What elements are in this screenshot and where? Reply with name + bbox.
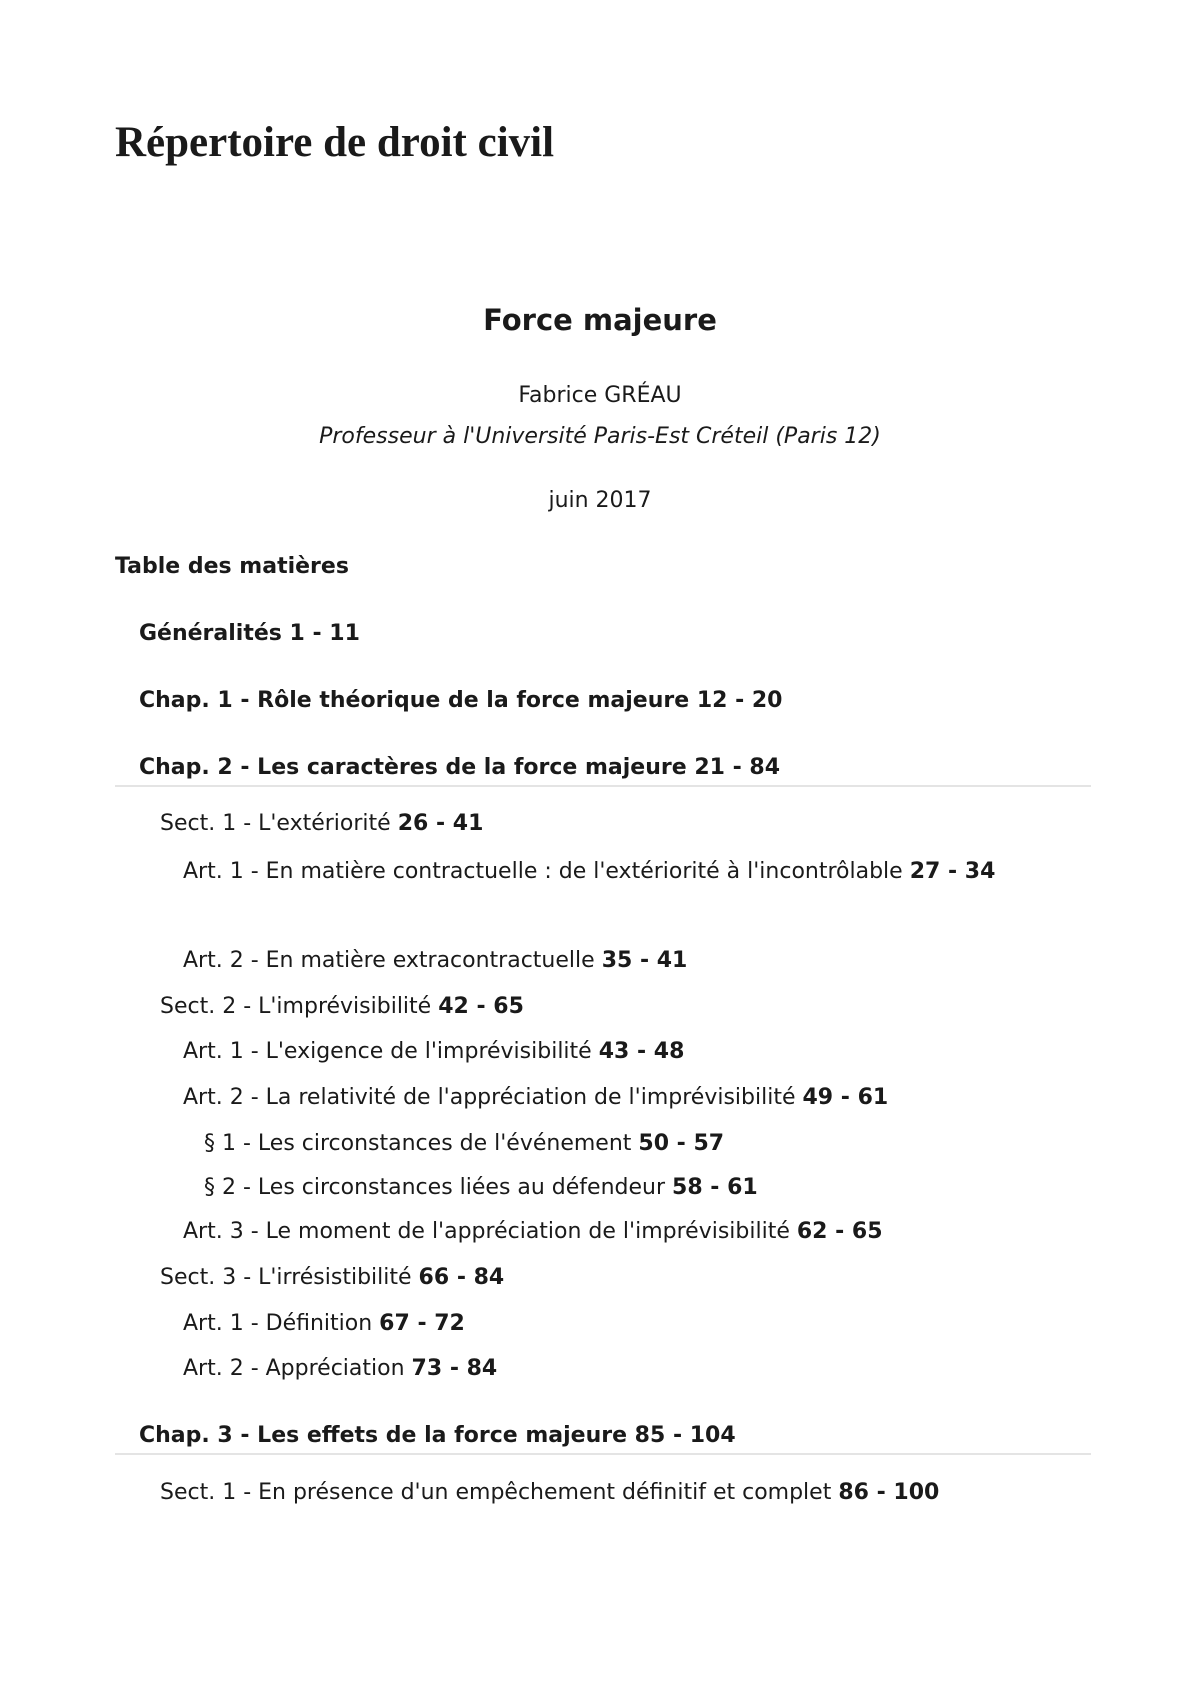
toc-entry-label: Chap. 2 - Les caractères de la force majeure (139, 755, 687, 780)
toc-entry-range: 49 - 61 (802, 1085, 889, 1110)
toc-entry-range: 73 - 84 (411, 1356, 498, 1381)
toc-entry-chap2-sect1-art1[interactable] (183, 850, 1105, 894)
toc-entry-chap2-sect2-art2[interactable] (183, 1083, 888, 1113)
toc-entry-range: 66 - 84 (418, 1265, 505, 1290)
toc-entry-chap2-sect1-art2[interactable] (183, 946, 687, 976)
toc-entry-label: Art. 3 - Le moment de l'appréciation de l'imprévisibilité (183, 1219, 790, 1244)
author-role: Professeur à l'Université Paris-Est Créteil (Paris 12) (319, 424, 881, 449)
toc-entry-chap2-sect2-art2-par2[interactable] (204, 1173, 758, 1203)
toc-entry-label: Art. 1 - Définition (183, 1311, 373, 1336)
toc-entry-chap2-sect3-art1[interactable] (183, 1309, 465, 1339)
chapter-divider (115, 1453, 1091, 1455)
author-name: Fabrice GRÉAU (518, 383, 682, 408)
toc-entry-label: Sect. 3 - L'irrésistibilité (160, 1265, 412, 1290)
chapter-divider (115, 785, 1091, 787)
toc-entry-range: 35 - 41 (601, 948, 688, 973)
toc-entry-range: 58 - 61 (672, 1175, 758, 1200)
toc-entry-range: 67 - 72 (379, 1311, 465, 1336)
toc-entry-chap2-sect2[interactable] (160, 992, 524, 1022)
toc-entry-label: Art. 1 - L'exigence de l'imprévisibilité (183, 1039, 592, 1064)
toc-entry-chap2-sect3[interactable] (160, 1263, 504, 1293)
toc-entry-chap2-sect2-art3[interactable] (183, 1217, 883, 1247)
toc-entry-chap2-sect3-art2[interactable] (183, 1354, 497, 1384)
toc-entry-generalites[interactable] (139, 619, 360, 649)
toc-entry-range: 21 - 84 (694, 755, 781, 780)
toc-entry-range: 86 - 100 (838, 1480, 940, 1505)
toc-entry-label: Sect. 2 - L'imprévisibilité (160, 994, 432, 1019)
toc-entry-chap3-sect1[interactable] (160, 1478, 939, 1508)
toc-entry-label: Chap. 3 - Les effets de la force majeure (139, 1423, 627, 1448)
toc-entry-range: 43 - 48 (598, 1039, 685, 1064)
toc-entry-label: § 1 - Les circonstances de l'événement (204, 1131, 632, 1156)
repertoire-title: Répertoire de droit civil (115, 119, 555, 166)
toc-entry-label: Sect. 1 - L'extériorité (160, 811, 391, 836)
toc-entry-label: Art. 2 - Appréciation (183, 1356, 405, 1381)
toc-entry-range: 85 - 104 (634, 1423, 736, 1448)
toc-heading: Table des matières (115, 554, 349, 579)
toc-entry-chap1[interactable] (139, 686, 783, 716)
toc-entry-range: 26 - 41 (397, 811, 484, 836)
toc-entry-chap2[interactable] (139, 753, 780, 783)
document-title: Force majeure (483, 303, 717, 337)
toc-entry-label: Généralités (139, 621, 282, 646)
toc-entry-label: § 2 - Les circonstances liées au défendeur (204, 1175, 666, 1200)
toc-entry-range: 42 - 65 (438, 994, 524, 1019)
toc-entry-chap2-sect2-art1[interactable] (183, 1037, 684, 1067)
toc-entry-label: Art. 1 - En matière contractuelle : de l'extériorité à l'incontrôlable (183, 859, 903, 884)
toc-entry-label: Art. 2 - En matière extracontractuelle (183, 948, 595, 973)
toc-entry-label: Chap. 1 - Rôle théorique de la force majeure (139, 688, 690, 713)
toc-entry-range: 12 - 20 (696, 688, 783, 713)
toc-entry-range: 1 - 11 (289, 621, 360, 646)
toc-entry-chap2-sect1[interactable] (160, 809, 483, 839)
toc-entry-range: 27 - 34 (909, 859, 996, 884)
toc-entry-range: 62 - 65 (796, 1219, 883, 1244)
publication-date: juin 2017 (548, 488, 652, 513)
toc-entry-chap3[interactable] (139, 1421, 736, 1451)
toc-entry-label: Art. 2 - La relativité de l'appréciation de l'imprévisibilité (183, 1085, 796, 1110)
toc-entry-range: 50 - 57 (638, 1131, 725, 1156)
toc-entry-label: Sect. 1 - En présence d'un empêchement définitif et complet (160, 1480, 832, 1505)
toc-entry-chap2-sect2-art2-par1[interactable] (204, 1129, 724, 1159)
